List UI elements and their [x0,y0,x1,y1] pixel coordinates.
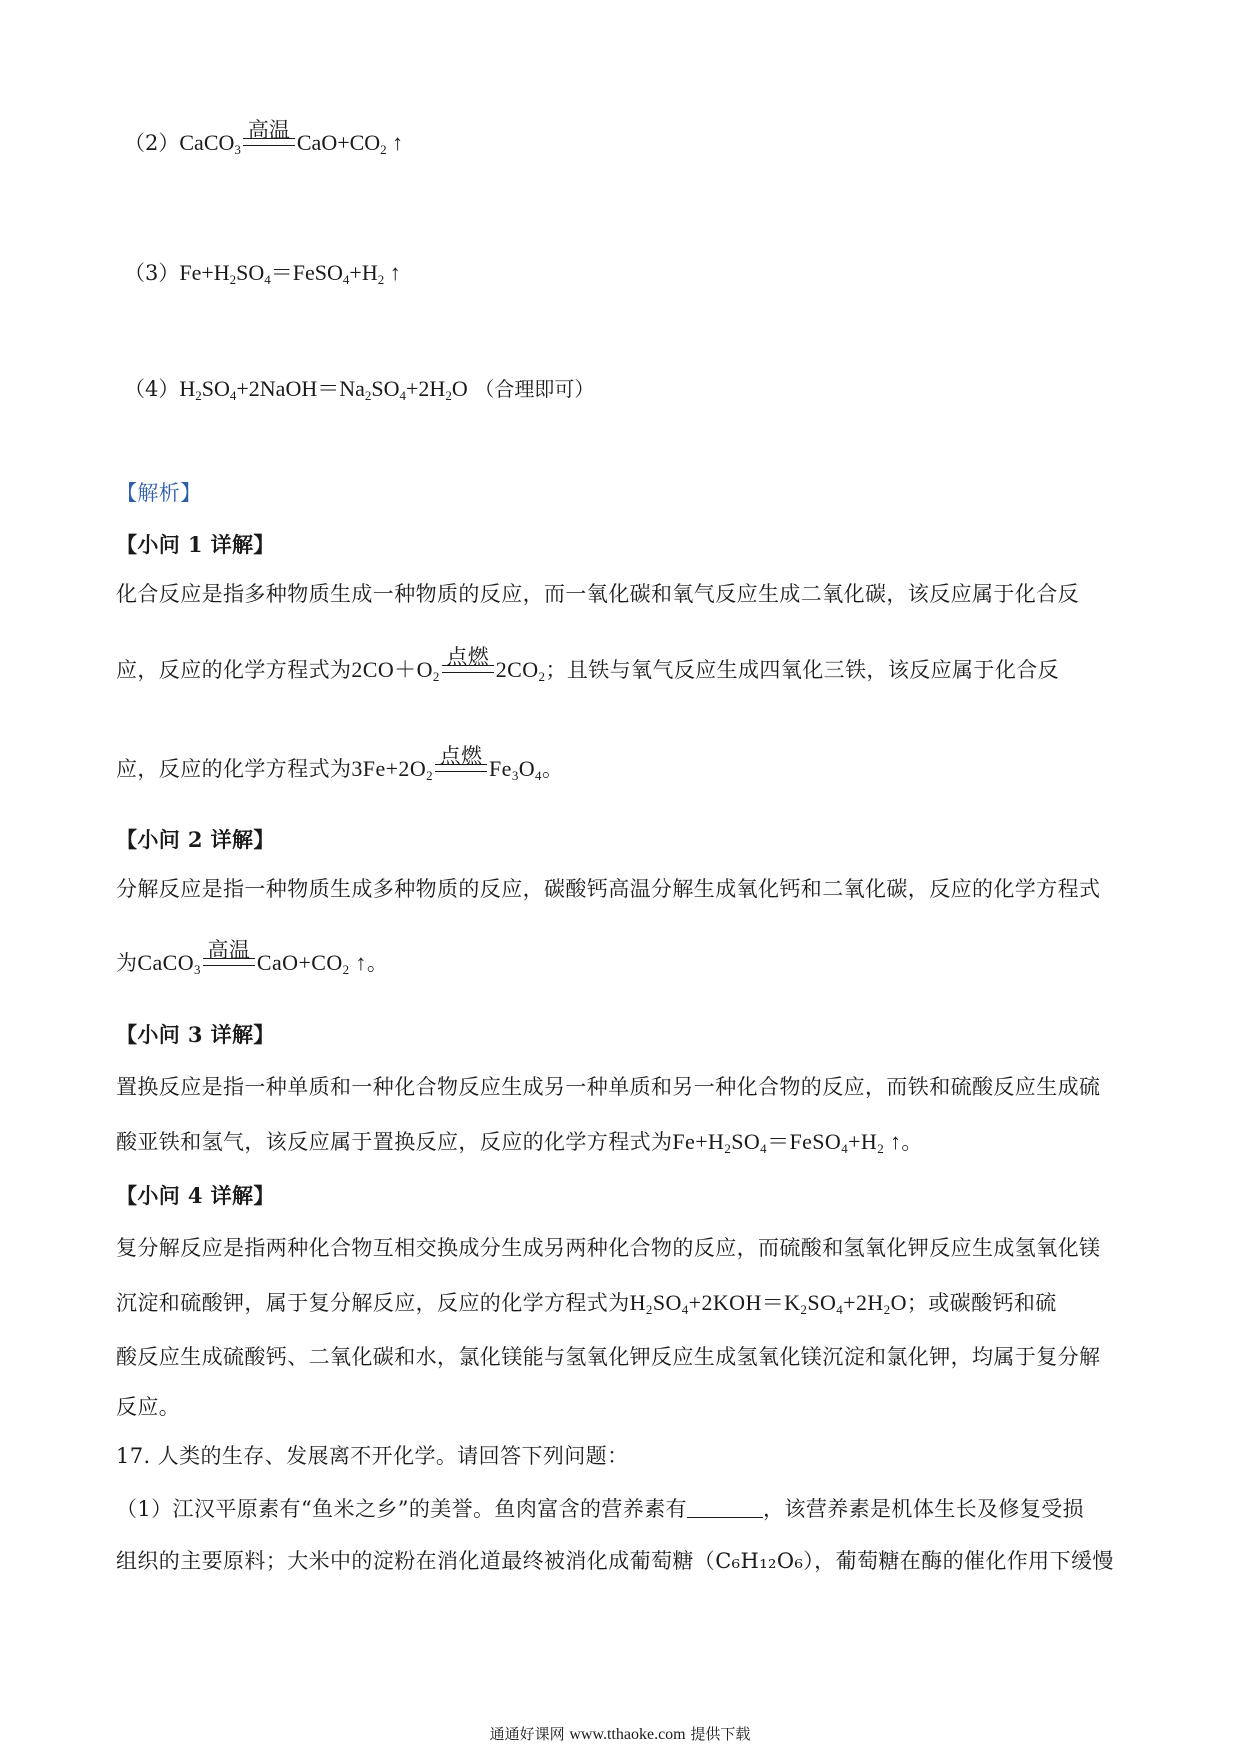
question-17-line-2: 组织的主要原料；大米中的淀粉在消化道最终被消化成葡萄糖（C₆H₁₂O₆），葡萄糖在酶的催化作用下缓慢 [116,1549,1114,1573]
q2-heading: 【小问 2 详解】 [116,827,275,852]
answer-3 [124,258,401,295]
answer-2 [124,118,404,165]
reaction-condition: 点燃 [435,754,487,784]
question-17-title: 17. 人类的生存、发展离不开化学。请回答下列问题： [116,1444,629,1468]
q3-line-1: 置换反应是指一种单质和一种化合物反应生成另一种单质和另一种化合物的反应，而铁和硫酸反应生成硫 [116,1075,1101,1099]
q1-line-1: 化合反应是指多种物质生成一种物质的反应，而一氧化碳和氧气反应生成二氧化碳，该反应属于化合反 [116,582,1079,606]
answer-4-note: （合理即可） [474,377,595,401]
q4-heading: 【小问 4 详解】 [116,1183,275,1208]
footer-url[interactable]: www.tthaoke.com [569,1726,686,1743]
answer-2-number: （2） [124,131,180,155]
q3-heading: 【小问 3 详解】 [116,1022,275,1047]
footer [0,1723,1240,1744]
answer-2-equation: CaCO$_3$ 高温 $CaO+CO_2$ ↑ [179,118,404,157]
analysis-tag: 【解析】 [116,481,202,505]
q2-line-1: 分解反应是指一种物质生成多种物质的反应，碳酸钙高温分解生成氧化钙和二氧化碳，反应的化学方程式 [116,877,1101,901]
answer-4-equation: $H_2SO_4+2NaOH=Na_2SO_4+2H_2O$ [179,376,468,403]
q1-line-2: 应，反应的化学方程式为$2CO+O_2$ 点燃 $2CO_2$；且铁与氧气反应生成四氧化三铁，该反应属于化合反 [116,645,1060,684]
answer-4-number: （4） [124,377,180,401]
question-17-line-1: （1）江汉平原素有“鱼米之乡”的美誉。鱼肉富含的营养素有 ，该营养素是机体生长及修复受损 [116,1497,1085,1521]
q4-line-2: 沉淀和硫酸钾，属于复分解反应，反应的化学方程式为$H_2SO_4+2KOH=K_2SO_4+2H_2O$；或碳酸钙和硫 [116,1290,1057,1317]
reaction-condition: 高温 [203,948,255,978]
footer-site: 通通好课网 [489,1725,565,1743]
q1-line-3: 应，反应的化学方程式为$3Fe+2O_2$ 点燃 $Fe_3O_4$。 [116,744,564,783]
q3-line-2: 酸亚铁和氢气，该反应属于置换反应，反应的化学方程式为$Fe+H_2SO_4=FeSO_4+H_2$ ↑。 [116,1129,923,1156]
answer-4 [124,374,594,411]
answer-3-number: （3） [124,261,180,285]
q2-line-2: 为CaCO$_3$ 高温 $CaO+CO_2$ ↑。 [116,938,389,977]
q4-line-3: 酸反应生成硫酸钙、二氧化碳和水，氯化镁能与氢氧化钾反应生成氢氧化镁沉淀和氯化钾，均属于复分解 [116,1345,1101,1369]
answer-blank[interactable] [687,1497,763,1518]
q4-line-4: 反应。 [116,1395,181,1419]
answer-3-equation: $Fe+H_2SO_4=FeSO_4+H_2$ ↑ [179,260,401,287]
q1-heading: 【小问 1 详解】 [116,532,275,557]
footer-tail: 提供下载 [690,1725,751,1743]
q4-line-1: 复分解反应是指两种化合物互相交换成分生成另两种化合物的反应，而硫酸和氢氧化钾反应生成氢氧化镁 [116,1236,1101,1260]
reaction-condition: 点燃 [442,655,494,685]
reaction-condition: 高温 [243,128,295,158]
